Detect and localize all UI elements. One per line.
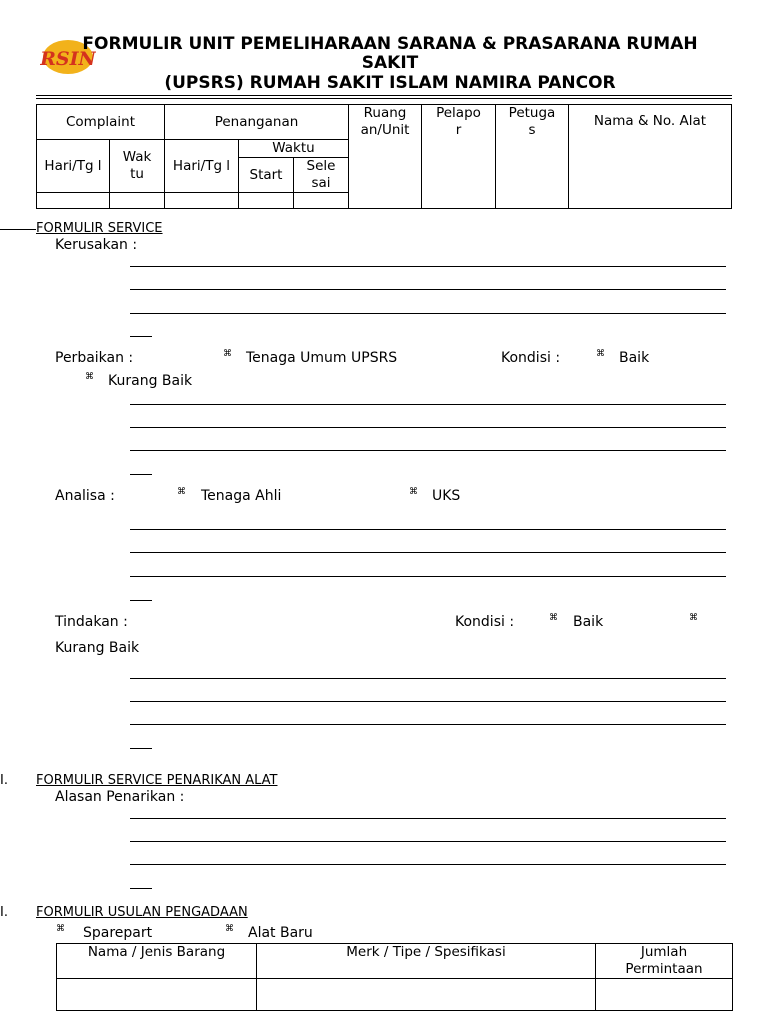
checkbox-icon[interactable]: ⌘	[596, 349, 605, 359]
perbaikan-label: Perbaikan :	[55, 350, 134, 366]
checkbox-icon[interactable]: ⌘	[549, 613, 558, 623]
tindakan-line[interactable]	[130, 724, 726, 725]
col-jumlah: Jumlah Permintaan	[596, 944, 733, 979]
section3-number: I.	[0, 905, 8, 920]
kerusakan-line[interactable]	[130, 289, 726, 290]
section1-title: FORMULIR SERVICE	[36, 221, 163, 236]
checkbox-icon[interactable]: ⌘	[225, 924, 234, 934]
col-hari-tgl-1: Hari/Tg l	[37, 140, 110, 193]
col-complaint: Complaint	[37, 105, 165, 140]
uks-option: UKS	[432, 488, 461, 504]
tindakan-line[interactable]	[130, 678, 726, 679]
col-petugas: Petuga s	[496, 105, 569, 209]
kondisi-label-2: Kondisi :	[455, 614, 515, 630]
analisa-label: Analisa :	[55, 488, 115, 504]
checkbox-icon[interactable]: ⌘	[409, 487, 418, 497]
header-rule-top	[36, 95, 732, 96]
col-penanganan: Penanganan	[165, 105, 349, 140]
checkbox-icon[interactable]: ⌘	[689, 613, 698, 623]
col-ruangan: Ruang an/Unit	[349, 105, 422, 209]
analisa-line[interactable]	[130, 576, 726, 577]
tenaga-umum-option: Tenaga Umum UPSRS	[246, 350, 398, 366]
section2-number: I.	[0, 773, 8, 788]
alasan-line-end[interactable]	[130, 888, 152, 889]
kerusakan-line-end[interactable]	[130, 336, 152, 337]
col-merk: Merk / Tipe / Spesifikasi	[257, 944, 596, 979]
perbaikan-line[interactable]	[130, 404, 726, 405]
perbaikan-line[interactable]	[130, 450, 726, 451]
cell-empty[interactable]	[165, 193, 239, 209]
col-nama-alat: Nama & No. Alat	[569, 105, 732, 209]
alat-baru-option: Alat Baru	[248, 925, 313, 941]
kurang-baik-option: Kurang Baik	[108, 373, 193, 389]
cell-empty[interactable]	[257, 979, 596, 1011]
cell-empty[interactable]	[239, 193, 294, 209]
col-waktu-2: Waktu	[239, 140, 349, 158]
perbaikan-line[interactable]	[130, 427, 726, 428]
section1-marker	[0, 229, 36, 230]
checkbox-icon[interactable]: ⌘	[56, 924, 65, 934]
analisa-line-end[interactable]	[130, 600, 152, 601]
kurang-baik-option-2: Kurang Baik	[55, 640, 140, 656]
tenaga-ahli-option: Tenaga Ahli	[201, 488, 282, 504]
title-line-1: FORMULIR UNIT PEMELIHARAAN SARANA & PRASARANA RUMAH	[82, 34, 698, 54]
alasan-line[interactable]	[130, 841, 726, 842]
checkbox-icon[interactable]: ⌘	[177, 487, 186, 497]
analisa-line[interactable]	[130, 552, 726, 553]
sparepart-option: Sparepart	[83, 925, 153, 941]
col-start: Start	[239, 158, 294, 193]
perbaikan-line-end[interactable]	[130, 474, 152, 475]
kerusakan-line[interactable]	[130, 313, 726, 314]
col-selesai: Sele sai	[294, 158, 349, 193]
cell-empty[interactable]	[294, 193, 349, 209]
analisa-line[interactable]	[130, 529, 726, 530]
checkbox-icon[interactable]: ⌘	[85, 372, 94, 382]
col-pelapor: Pelapo r	[422, 105, 496, 209]
baik-option: Baik	[619, 350, 650, 366]
title-line-2: SAKIT	[361, 53, 419, 73]
cell-empty[interactable]	[37, 193, 110, 209]
tindakan-line-end[interactable]	[130, 748, 152, 749]
pengadaan-table	[56, 943, 733, 1011]
tindakan-line[interactable]	[130, 701, 726, 702]
section3-title: FORMULIR USULAN PENGADAAN	[36, 905, 248, 920]
complaint-table	[36, 104, 732, 209]
baik-option-2: Baik	[573, 614, 604, 630]
kerusakan-line[interactable]	[130, 266, 726, 267]
alasan-label: Alasan Penarikan :	[55, 789, 185, 805]
header-rule-bottom	[36, 98, 732, 99]
section2-title: FORMULIR SERVICE PENARIKAN ALAT	[36, 773, 278, 788]
checkbox-icon[interactable]: ⌘	[223, 349, 232, 359]
col-hari-tgl-2: Hari/Tg l	[165, 140, 239, 193]
alasan-line[interactable]	[130, 818, 726, 819]
col-waktu-1: Wak tu	[110, 140, 165, 193]
kerusakan-label: Kerusakan :	[55, 237, 138, 253]
tindakan-label: Tindakan :	[55, 614, 128, 630]
alasan-line[interactable]	[130, 864, 726, 865]
title-line-3: (UPSRS) RUMAH SAKIT ISLAM NAMIRA PANCOR	[164, 73, 616, 93]
col-nama-barang: Nama / Jenis Barang	[57, 944, 257, 979]
cell-empty[interactable]	[57, 979, 257, 1011]
cell-empty[interactable]	[110, 193, 165, 209]
cell-empty[interactable]	[596, 979, 733, 1011]
logo-text: RSIN	[40, 48, 96, 70]
kondisi-label: Kondisi :	[501, 350, 561, 366]
